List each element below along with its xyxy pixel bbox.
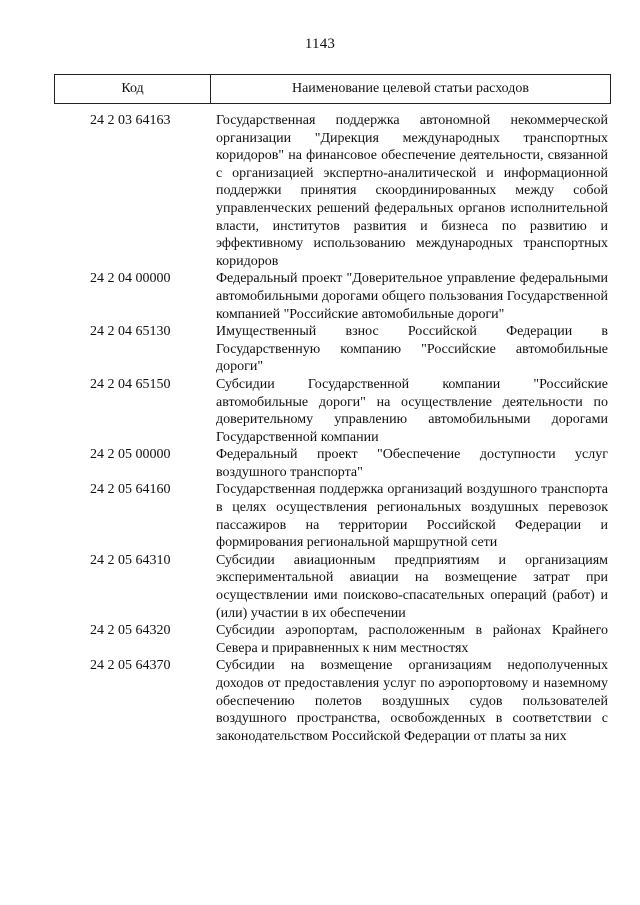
row-name: Федеральный проект "Доверительное управление федеральными автомобильными дорогами общего пользования Государственной компанией "Российские автомобильные дороги" — [216, 271, 608, 322]
row-name: Субсидии Государственной компании "Российские автомобильные дороги" на осуществление деятельности по доверительному управлению автомобильными дорогами Государственной компании — [216, 376, 608, 445]
column-header-code: Код — [55, 75, 211, 103]
row-code: 24 2 04 65150 — [90, 376, 171, 392]
table-row — [0, 622, 640, 657]
row-code: 24 2 05 64370 — [90, 658, 171, 674]
row-name: Субсидии авиационным предприятиям и организациям экспериментальной авиации на возмещение затрат при осуществлении ими поисково-спасательных операций (работ) и (или) участии в их обеспечении — [216, 552, 608, 621]
row-code: 24 2 05 64310 — [90, 552, 171, 568]
row-code: 24 2 05 64320 — [90, 623, 171, 639]
row-code: 24 2 05 64160 — [90, 482, 171, 498]
table-row — [0, 446, 640, 481]
row-code: 24 2 03 64163 — [90, 113, 171, 128]
page-number: 1143 — [304, 36, 336, 52]
table-row — [0, 657, 640, 745]
table-header — [54, 74, 611, 104]
row-name: Субсидии на возмещение организациям недополученных доходов от предоставления услуг по аэропортовому и наземному обеспечению полетов воздушных судов пользователей воздушного пространства, освобожденных в соответствии с законодательством Российской Федерации от платы за них — [216, 658, 608, 744]
row-code: 24 2 04 00000 — [90, 271, 171, 287]
table-row — [0, 552, 640, 622]
row-name: Государственная поддержка автономной некоммерческой организации "Дирекция международных транспортных коридоров" на финансовое обеспечение деятельности, связанной с организацией экспертно-аналитической и информационной поддержки принятия скоординированных между собой управленческих решений федеральных органов исполнительной власти, институтов развития и бизнеса по развитию и эффективному использованию международных транспортных коридоров — [216, 113, 608, 269]
row-code: 24 2 04 65130 — [90, 324, 171, 340]
row-name: Имущественный взнос Российской Федерации в Государственную компанию "Российские автомобильные дороги" — [216, 324, 608, 375]
table-row — [0, 323, 640, 376]
table-row — [0, 376, 640, 446]
table-row — [0, 481, 640, 551]
column-header-name: Наименование целевой статьи расходов — [291, 81, 530, 96]
table-row — [0, 112, 640, 270]
row-name: Федеральный проект "Обеспечение доступности услуг воздушного транспорта" — [216, 447, 608, 480]
table-row — [0, 270, 640, 323]
row-name: Субсидии аэропортам, расположенным в районах Крайнего Севера и приравненных к ним местностях — [216, 623, 608, 656]
table-body — [0, 112, 640, 745]
row-code: 24 2 05 00000 — [90, 447, 171, 463]
row-name: Государственная поддержка организаций воздушного транспорта в целях осуществления региональных воздушных перевозок пассажиров на территории Российской Федерации и формирования региональной маршрутной сети — [216, 482, 608, 551]
